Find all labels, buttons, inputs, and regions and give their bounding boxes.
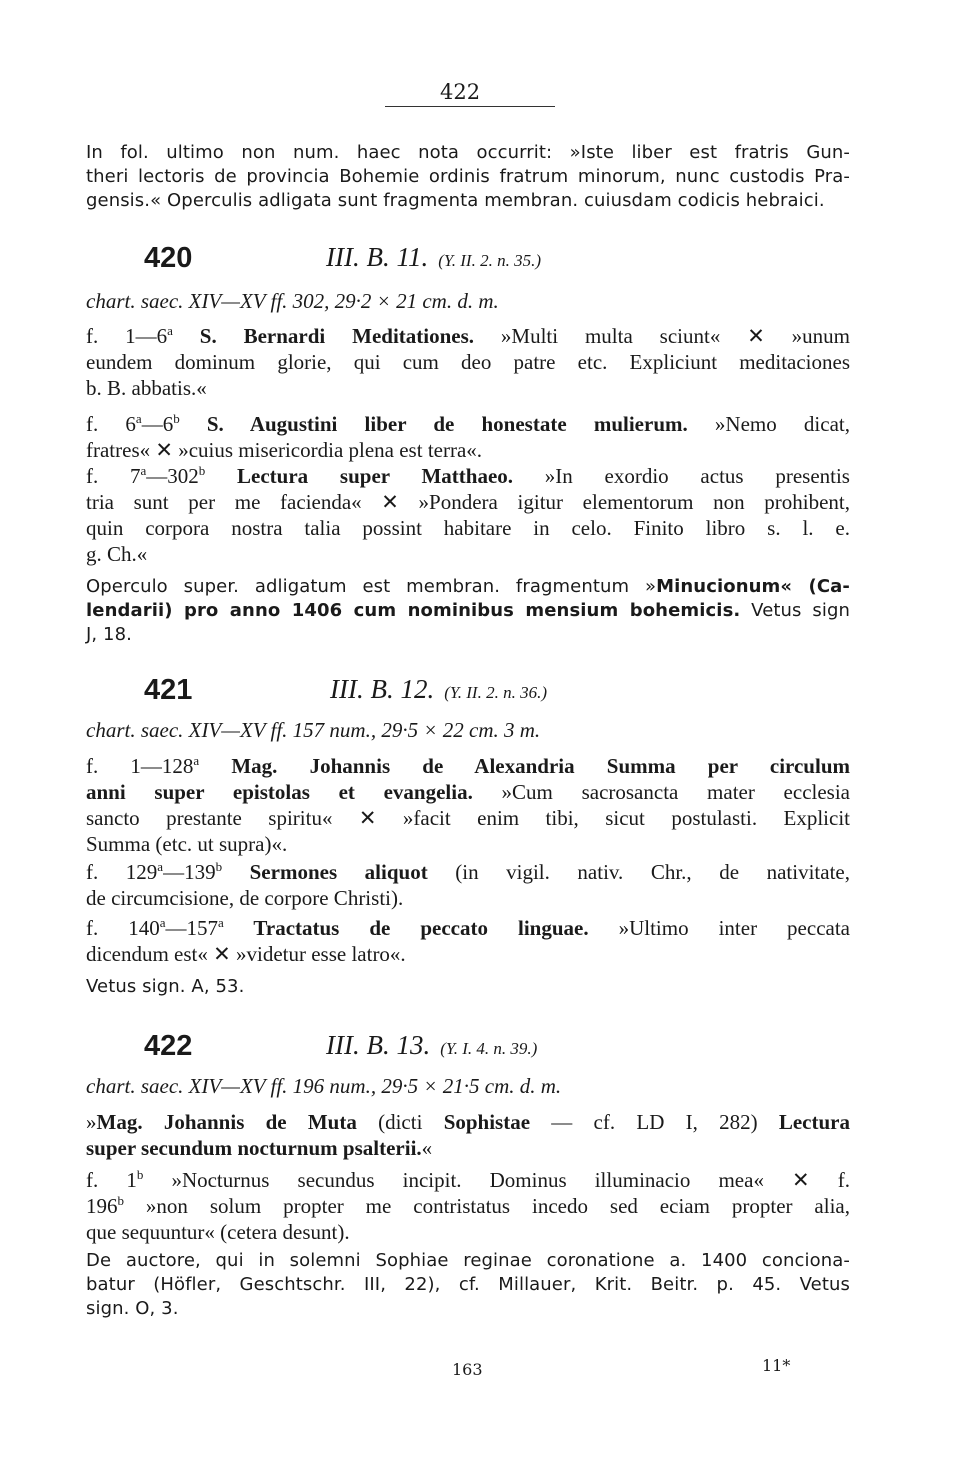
item-line: de circumcisione, de corpore Christi). — [86, 886, 404, 910]
item-line: f. 1—6$^a$ S. Bernardi Meditationes. »Multi multa sciunt« ✕ »unum — [86, 323, 850, 348]
signature: III. B. 11. — [326, 242, 429, 272]
entry-number: 422 — [144, 1030, 193, 1062]
item-line: f. 6$^a$—6$^b$ S. Augustini liber de honestate mulierum. »Nemo dicat, — [86, 411, 850, 436]
old-signature: (Y. II. 2. n. 36.) — [444, 683, 548, 702]
entry-number: 421 — [144, 674, 193, 706]
item-line: »Mag. Johannis de Muta (dicti Sophistae — cf. LD I, 282) Lectura — [86, 1110, 850, 1134]
shelf-mark — [326, 1030, 537, 1061]
item-line: anni super epistolas et evangelia. »Cum sacrosancta mater ecclesia — [86, 780, 850, 804]
item-line: g. Ch.« — [86, 542, 148, 566]
item-line: quin corpora nostra talia possint habitare in celo. Finito libro s. l. e. — [86, 516, 850, 540]
note-line: Operculo super. adligatum est membran. fragmentum »Minucionum« (Ca- — [86, 576, 850, 597]
intro-line-2: theri lectoris de provincia Bohemie ordinis fratrum minorum, nunc custodis Pra- — [86, 166, 850, 187]
item-line: b. B. abbatis.« — [86, 376, 207, 400]
entry-description: chart. saec. XIV—XV ff. 302, 29·2 × 21 cm. d. m. — [86, 289, 499, 313]
item-line: f. 140$^a$—157$^a$ Tractatus de peccato linguae. »Ultimo inter peccata — [86, 915, 850, 940]
signature-mark: 163 — [452, 1360, 483, 1379]
note-line: J, 18. — [86, 624, 132, 645]
item-line: fratres« ✕ »cuius misericordia plena est terra«. — [86, 438, 483, 462]
item-line: 196$^b$ »non solum propter me contristatus incedo sed eciam propter alia, — [86, 1193, 850, 1218]
item-line: Summa (etc. ut supra)«. — [86, 832, 288, 856]
shelf-mark — [326, 242, 541, 273]
quire-mark: 11* — [762, 1356, 791, 1375]
item-line: dicendum est« ✕ »videtur esse latro«. — [86, 942, 406, 966]
item-line: que sequuntur« (cetera desunt). — [86, 1220, 350, 1244]
note-line: Vetus sign. A, 53. — [86, 976, 245, 997]
note-line: De auctore, qui in solemni Sophiae reginae coronatione a. 1400 conciona- — [86, 1250, 850, 1271]
old-signature: (Y. II. 2. n. 35.) — [438, 251, 542, 270]
item-line: eundem dominum glorie, qui cum deo patre etc. Expliciunt meditaciones — [86, 350, 850, 374]
entry-description: chart. saec. XIV—XV ff. 196 num., 29·5 × 21·5 cm. d. m. — [86, 1074, 562, 1098]
item-line: f. 1$^b$ »Nocturnus secundus incipit. Dominus illuminacio mea« ✕ f. — [86, 1167, 850, 1192]
note-line: lendarii) pro anno 1406 cum nominibus mensium bohemicis. Vetus sign — [86, 600, 850, 621]
shelf-mark — [330, 674, 547, 705]
item-line: tria sunt per me facienda« ✕ »Pondera igitur elementorum non prohibent, — [86, 490, 850, 514]
intro-line-3: gensis.« Operculis adligata sunt fragmenta membran. cuiusdam codicis hebraici. — [86, 190, 825, 211]
intro-line-1: In fol. ultimo non num. haec nota occurrit: »Iste liber est fratris Gun- — [86, 142, 850, 163]
note-line: sign. O, 3. — [86, 1298, 179, 1319]
signature: III. B. 13. — [326, 1030, 431, 1060]
item-line: f. 129$^a$—139$^b$ Sermones aliquot (in vigil. nativ. Chr., de nativitate, — [86, 859, 850, 884]
item-line: f. 1—128$^a$ Mag. Johannis de Alexandria Summa per circulum — [86, 753, 850, 778]
old-signature: (Y. I. 4. n. 39.) — [440, 1039, 538, 1058]
item-line: super secundum nocturnum psalterii.« — [86, 1136, 433, 1160]
entry-number: 420 — [144, 242, 193, 274]
item-line: f. 7$^a$—302$^b$ Lectura super Matthaeo. »In exordio actus presentis — [86, 463, 850, 488]
item-line: sancto prestante spiritu« ✕ »facit enim tibi, sicut postulasti. Explicit — [86, 806, 850, 830]
note-line: batur (Höfler, Geschtschr. III, 22), cf. Millauer, Krit. Beitr. p. 45. Vetus — [86, 1274, 850, 1295]
entry-description: chart. saec. XIV—XV ff. 157 num., 29·5 × 22 cm. 3 m. — [86, 718, 541, 742]
header-rule — [385, 106, 555, 107]
page-number: 422 — [440, 80, 481, 104]
signature: III. B. 12. — [330, 674, 435, 704]
